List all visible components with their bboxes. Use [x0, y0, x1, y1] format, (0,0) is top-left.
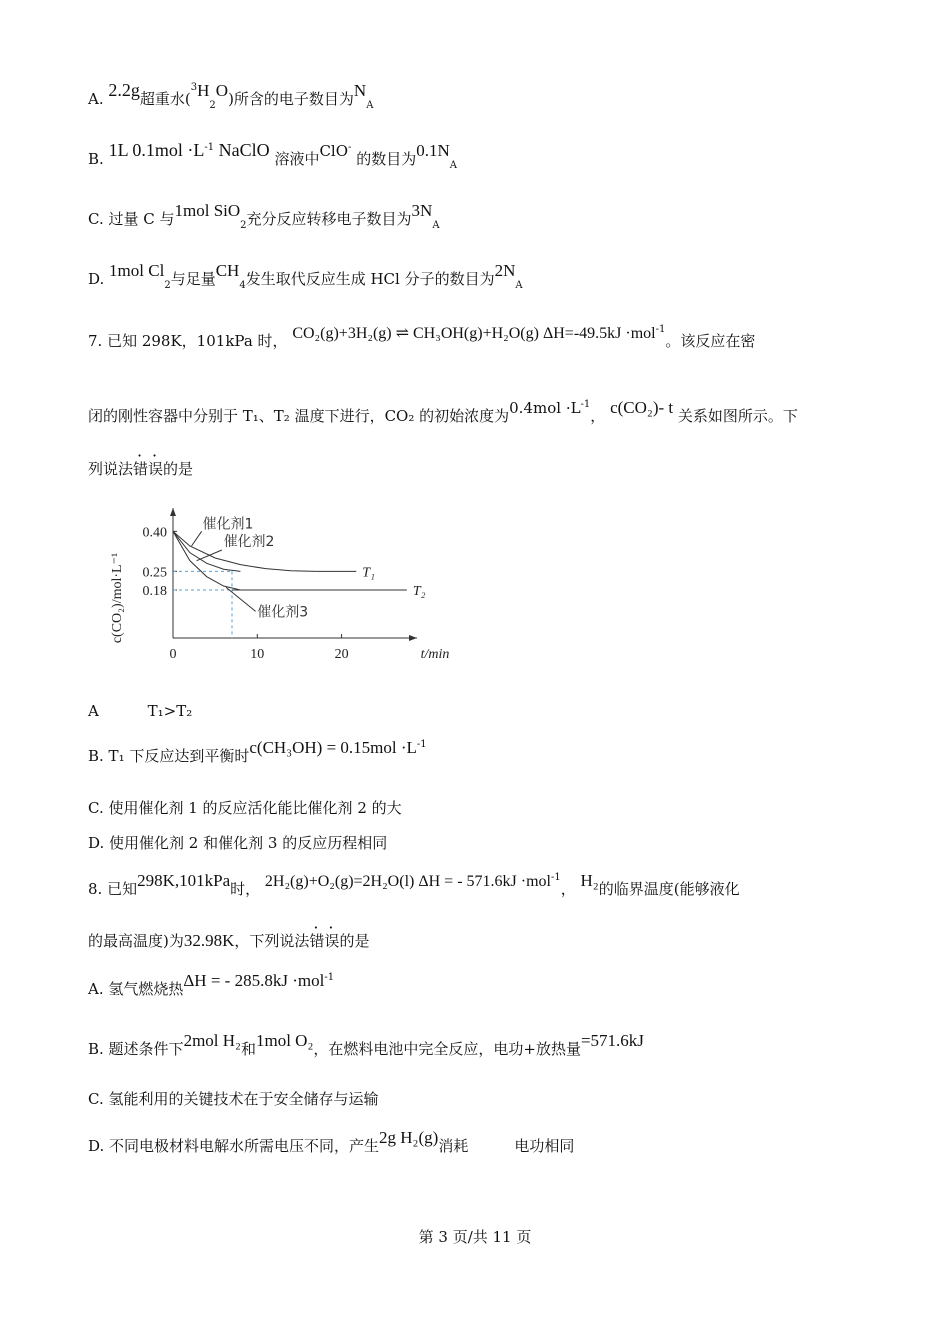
stem-text: 关系如图所示。下	[673, 407, 798, 425]
option-text: 的数目为	[351, 150, 417, 168]
option-text: D. 使用催化剂 2 和催化剂 3 的反应历程相同	[88, 834, 388, 852]
emphasis-char: 错	[309, 932, 325, 950]
option-text: )所含的电子数目为	[228, 90, 354, 108]
q7-stem-line2	[88, 398, 798, 426]
emphasis-char: 误	[148, 460, 164, 478]
amount-expr: 2g H₂(g)	[379, 1128, 439, 1147]
emphasis-char: 错	[133, 460, 149, 478]
concentration-value: 0.4mol ·L	[509, 399, 581, 417]
plateau-label: T₂	[412, 584, 426, 599]
q7-stem-line1	[88, 324, 756, 351]
stem-text: ，下列说法	[234, 932, 310, 950]
option-label: D.	[88, 270, 105, 288]
ion-charge: -	[348, 142, 352, 153]
amount-expr: 1mol Cl	[109, 261, 165, 280]
isotope-mark: 3	[190, 82, 198, 93]
q7-option-b	[88, 738, 427, 766]
q7-option-c	[88, 797, 402, 818]
option-text: B. T₁ 下反应达到平衡时	[88, 747, 250, 765]
option-text: 和	[240, 1040, 256, 1058]
q6-option-b	[88, 140, 457, 171]
formula-sub: 2	[164, 280, 171, 291]
answer-value: 2N	[494, 261, 516, 280]
series-label: 催化剂3	[257, 604, 309, 621]
q6-option-d	[88, 261, 523, 291]
q6-option-a	[88, 80, 374, 111]
y-tick-label: 0.40	[142, 525, 167, 541]
temperature-value: 32.98K	[183, 931, 235, 950]
formula-expr: 1L 0.1mol ·L	[108, 140, 205, 160]
stem-text: 列说法	[88, 460, 134, 478]
y-tick-label: 0.25	[142, 565, 167, 581]
emphasis-char: 误	[324, 932, 340, 950]
condition-value: 298K,101kPa	[137, 871, 231, 890]
option-text: 溶液中	[274, 150, 320, 168]
option-text: T₁>T₂	[147, 702, 193, 720]
option-text: 发生取代反应生成 HCl 分子的数目为	[245, 270, 495, 288]
q7-option-d	[88, 832, 387, 853]
answer-value: 3N	[411, 201, 433, 220]
y-tick-label: 0.18	[142, 584, 167, 599]
formula-sub: 2	[240, 220, 247, 231]
x-tick-label: 0	[169, 647, 177, 662]
amount-expr: 1mol O₂	[255, 1031, 314, 1050]
stem-text: 的是	[339, 932, 370, 950]
option-text: ，在燃料电池中完全反应，电功+放热量	[313, 1040, 581, 1058]
x-tick-label: 10	[250, 647, 265, 662]
q8-stem-line1	[88, 871, 740, 899]
q6-option-c	[88, 201, 440, 231]
answer-sub: A	[432, 220, 440, 231]
q8-option-c	[88, 1088, 378, 1109]
q7-stem-line3	[88, 458, 193, 479]
amount-expr: 2mol H₂	[183, 1031, 241, 1050]
x-axis-label: t/min	[420, 647, 450, 662]
option-text: B. 题述条件下	[88, 1040, 184, 1058]
plateau-label: T₁	[362, 565, 375, 581]
stem-text: 7. 已知 298K，101kPa 时，	[88, 332, 288, 350]
stem-text: ，	[590, 407, 606, 425]
reaction-equation: 2H₂(g)+O₂(g)=2H₂O(l) ΔH = - 571.6kJ ·mol	[264, 873, 551, 890]
answer-sub: A	[449, 160, 457, 171]
concentration-time-chart	[100, 500, 450, 675]
stem-text: 的最高温度)为	[88, 932, 184, 950]
unit-exp: -1	[580, 399, 591, 410]
enthalpy-expr: ΔH = - 285.8kJ ·mol	[183, 971, 325, 990]
formula-exp: -1	[204, 142, 215, 153]
amount-expr: 1mol SiO	[174, 201, 241, 220]
page-footer: 第 3 页/共 11 页	[418, 1228, 532, 1246]
series-label: 催化剂1	[202, 516, 254, 533]
option-text: 电功相同	[514, 1137, 575, 1155]
option-label: C. 过量 C 与	[88, 210, 175, 228]
mass-value: 2.2g	[108, 80, 140, 100]
y-axis-arrow	[170, 508, 176, 516]
formula-sub: 2	[209, 100, 216, 111]
leader-line	[226, 587, 256, 611]
q8-option-a	[88, 971, 335, 999]
stem-text: 时，	[230, 880, 261, 898]
q8-option-b	[88, 1031, 644, 1059]
q7-option-a	[88, 702, 192, 720]
answer-value: 0.1N	[416, 141, 450, 160]
leader-line	[192, 531, 202, 546]
option-text: 超重水(	[139, 90, 191, 108]
option-text: C. 使用催化剂 1 的反应活化能比催化剂 2 的大	[88, 799, 402, 817]
unit-exp: -1	[416, 739, 427, 750]
option-label: B.	[88, 150, 104, 168]
q8-option-d	[88, 1128, 575, 1156]
option-text: D. 不同电极材料电解水所需电压不同，产生	[88, 1137, 380, 1155]
option-text: 消耗	[438, 1137, 469, 1155]
concentration-expr: c(CH₃OH) = 0.15mol ·L	[249, 738, 417, 757]
option-text: 充分反应转移电子数目为	[246, 210, 412, 228]
formula-h2: H₂	[580, 871, 599, 890]
x-axis-arrow	[409, 635, 417, 641]
answer-sub: A	[366, 100, 374, 111]
stem-text: ，	[560, 880, 576, 898]
unit-exp: -1	[550, 872, 561, 883]
energy-value: =571.6kJ	[580, 1031, 644, 1050]
answer-value: N	[353, 81, 367, 100]
option-label: A.	[88, 90, 104, 108]
option-text: A. 氢气燃烧热	[88, 980, 184, 998]
answer-sub: A	[515, 280, 523, 291]
formula-o: O	[215, 81, 229, 100]
stem-text: 。该反应在密	[665, 332, 756, 350]
series-label: 催化剂2	[223, 534, 275, 550]
relation-expr: c(CO₂)- t	[610, 398, 674, 417]
option-text: C. 氢能利用的关键技术在于安全储存与运输	[88, 1090, 379, 1108]
formula-sub: 4	[239, 280, 246, 291]
formula-ch: CH	[215, 261, 240, 280]
solution-formula: NaClO	[214, 140, 270, 160]
x-tick-label: 20	[334, 647, 349, 662]
stem-text: 闭的刚性容器中分别于 T₁、T₂ 温度下进行，CO₂ 的初始浓度为	[88, 407, 510, 425]
y-axis-label: c(CO₂)/mol·L⁻¹	[110, 552, 125, 644]
unit-exp: -1	[655, 324, 666, 335]
reaction-equation: CO₂(g)+3H₂(g) ⇌ CH₃OH(g)+H₂O(g) ΔH=-49.5kJ ·mol	[292, 325, 656, 342]
stem-text: 的临界温度(能够液化	[598, 880, 740, 898]
ion-formula: ClO	[319, 142, 349, 160]
option-label: A	[88, 702, 99, 720]
stem-text: 的是	[163, 460, 194, 478]
formula-h: H	[197, 81, 210, 100]
stem-text: 8. 已知	[88, 880, 138, 898]
option-text: 与足量	[170, 270, 216, 288]
q8-stem-line2	[88, 930, 369, 951]
unit-exp: -1	[324, 972, 335, 983]
